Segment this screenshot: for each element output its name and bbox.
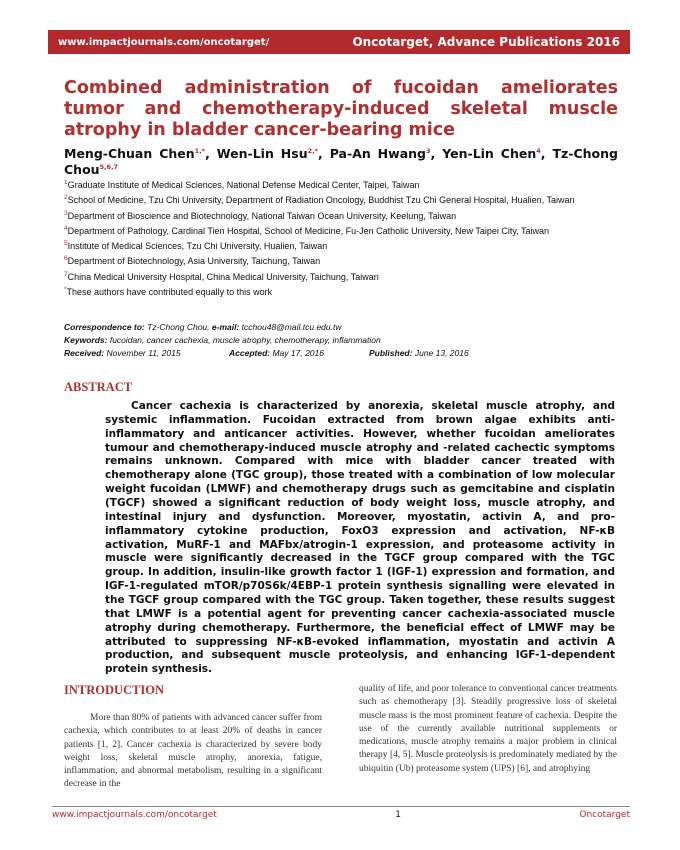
article-title: Combined administration of fucoidan ameliorates tumor and chemotherapy-induced skeletal muscle atrophy in bladder cancer-bearing mice bbox=[64, 78, 618, 140]
affiliation: $^7$China Medical University Hospital, China Medical University, Taichung, Taiwan bbox=[64, 270, 379, 282]
author: Meng-Chuan Chen$^{1,*}$, bbox=[64, 146, 217, 161]
correspondence: Correspondence to: Tz-Chong Chou, e-mail: tcchou48@mail.tcu.edu.tw bbox=[64, 322, 342, 332]
affiliations bbox=[64, 180, 624, 302]
author: Pa-An Hwang$^3$, bbox=[329, 146, 443, 161]
page-number: 1 bbox=[395, 810, 402, 820]
correspondence-email[interactable]: tcchou48@mail.tcu.edu.tw bbox=[241, 322, 342, 332]
footer-divider bbox=[52, 806, 630, 807]
author: Wen-Lin Hsu$^{2,*}$, bbox=[216, 146, 330, 161]
affiliation: $^4$Department of Pathology, Cardinal Tien Hospital, School of Medicine, Fu-Jen Catholic University, New Taipei City, Taiwan bbox=[64, 224, 550, 236]
article-metadata bbox=[64, 321, 624, 359]
intro-column-1: More than 80% of patients with advanced cancer suffer from cachexia, which contributes to at least 20% of deaths in cancer patients [1, 2]. Cancer cachexia is characterized by severe body weight loss, skeletal muscle atrophy, anorexia, fatigue, inflammation, and abnormal metabolism, resulting in a significant decrease in the bbox=[64, 713, 322, 790]
page-footer bbox=[52, 810, 630, 820]
abstract-heading: ABSTRACT bbox=[64, 380, 133, 394]
introduction-heading: INTRODUCTION bbox=[64, 683, 165, 697]
affiliation: $^2$School of Medicine, Tzu Chi University, Department of Radiation Oncology, Buddhist Tzu Chi General Hospital, Hualien, Taiwan bbox=[64, 194, 575, 206]
publication-dates: Received: November 11, 2015 Accepted: May 17, 2016 Published: June 13, 2016 bbox=[64, 347, 469, 358]
author-list bbox=[64, 146, 618, 179]
affiliation: $^3$Department of Bioscience and Biotechnology, National Taiwan Ocean University, Keelung, Taiwan bbox=[64, 209, 457, 221]
affiliation: $^6$Department of Biotechnology, Asia University, Taichung, Taiwan bbox=[64, 255, 321, 267]
affiliation: *These authors have contributed equally to this work bbox=[64, 285, 273, 297]
keywords: Keywords: fucoidan, cancer cachexia, muscle atrophy, chemotherapy, inflammation bbox=[64, 334, 381, 345]
footer-url[interactable]: www.impactjournals.com/oncotarget bbox=[52, 810, 217, 820]
author: Tz-Chong Chou$^{5,6,7}$ bbox=[64, 146, 618, 178]
footer-journal: Oncotarget bbox=[579, 810, 630, 820]
abstract-text: Cancer cachexia is characterized by anorexia, skeletal muscle atrophy, and systemic inflammation. Fucoidan extracted from brown algae exhibits anti-inflammatory and anticancer activities. However, whether fucoidan ameliorates tumour and chemotherapy-induced muscle atrophy and -related cachectic symptoms remains unknown. Compared with mice with bladder cancer treated with chemotherapy alone (TGC group), those treated with a combination of low molecular weight fucoidan (LMWF) and chemotherapy drugs such as gemcitabine and cisplatin (TGCF) showed a significant reduction of body weight loss, muscle atrophy, and intestinal injury and dysfunction. Moreover, myostatin, activin A, and pro-inflammatory cytokine production, FoxO3 expression and activation, NF-κB activation, MuRF-1 and MAFbx/atrogin-1 expression, and proteasome activity in muscle were significantly decreased in the TGCF group compared with the TGC group. In addition, insulin-like growth factor 1 (IGF-1) expression and formation, and IGF-1-regulated mTOR/p70S6k/4EBP-1 protein synthesis signalling were elevated in the TGCF group compared with the TGC group. Taken together, these results suggest that LMWF is a potential agent for preventing cancer cachexia-associated muscle atrophy during chemotherapy. Furthermore, the beneficial effect of LMWF may be attributed to suppressing NF-κB-evoked inflammation, myostatin and activin A production, and subsequent muscle proteolysis, and enhancing IGF-1-dependent protein synthesis. bbox=[105, 400, 615, 676]
intro-column-2: quality of life, and poor tolerance to conventional cancer treatments such as chemotherapy [3]. Steadily progressive loss of skeletal muscle mass is the most prominent feature of cachexia. Despite the use of the currently available nutritional supplements or medications, muscle atrophy remains a major problem in clinical therapy [4, 5]. Muscle proteolysis is predominately mediated by the ubiquitin (Ub) proteasome system (UPS) [6], and atrophying bbox=[359, 684, 617, 774]
affiliation: $^1$Graduate Institute of Medical Sciences, National Defense Medical Center, Taipei, Taiwan bbox=[64, 179, 420, 190]
header-bar bbox=[48, 30, 630, 54]
journal-url[interactable]: www.impactjournals.com/oncotarget/ bbox=[58, 36, 270, 48]
affiliation: $^5$Institute of Medical Sciences, Tzu Chi University, Hualien, Taiwan bbox=[64, 240, 328, 251]
author: Yen-Lin Chen$^4$, bbox=[442, 146, 553, 161]
journal-name: Oncotarget, Advance Publications 2016 bbox=[352, 35, 620, 49]
